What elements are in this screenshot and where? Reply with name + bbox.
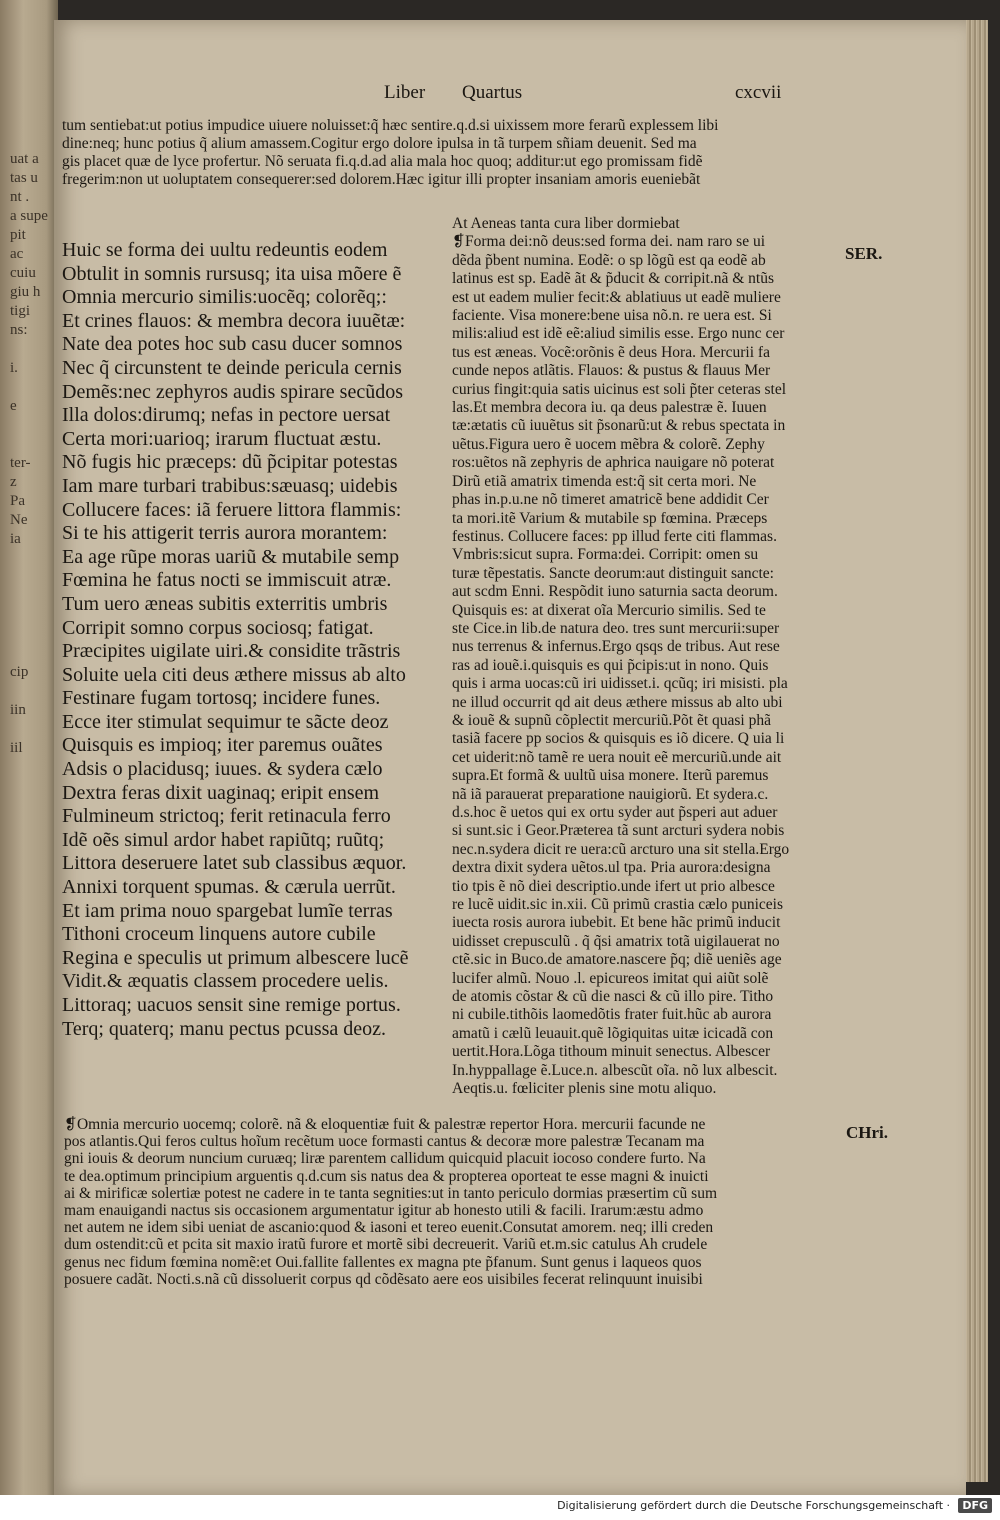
verse-line: Adsis o placidusq; iuues. & sydera cælo [62, 758, 383, 781]
previous-page-line: tigi [10, 303, 31, 319]
commentary-line: Quisquis es: at dixerat oĩa Mercurio similis. Sed te [452, 601, 766, 619]
commentary-line: ni cubile.tithõis laomedõtis frater fuit.hũc ab aurora [452, 1006, 772, 1024]
footer-credit: Digitalisierung gefördert durch die Deutsche Forschungsgemeinschaft · [557, 1499, 950, 1512]
verse-line: Si te his attigerit terris aurora morantem: [62, 522, 388, 545]
verse-line: Et crines flauos: & membra decora iuuẽtæ: [62, 309, 406, 332]
commentary-line: festinus. Collucere faces: pp illud ferte citi flammas. [452, 527, 777, 545]
commentary-line: dine:neq; hunc potius q̃ alium amassem.Cogitur ergo dolore ipulsa in tã turpem sñiam deuenit. Sed ma [62, 135, 697, 152]
verse-line: Collucere faces: iã feruere littora flammis: [62, 498, 402, 521]
commentary-line: milis:aliud est idẽ eẽ:aliud similis esse. Ergo nunc cer [452, 325, 785, 343]
commentary-line: lucifer almũ. Nouo .l. epicureos imitat qui aiũt solẽ [452, 969, 769, 987]
previous-page-line: ns: [10, 322, 28, 338]
commentary-line: In.hyppallage ẽ.Luce.n. albescũt oĩa. nõ lux albescit. [452, 1061, 778, 1079]
verse-line: Nate dea potes hoc sub casu ducer somnos [62, 333, 403, 356]
commentary-line: ❡Omnia mercurio uocemq; colorẽ. nã & eloquentiæ fuit & palestræ repertor Hora. mercurii facunde ne [64, 1116, 706, 1133]
commentary-line: ras ad iouẽ.i.quisquis es qui p̃cipis:ut in nono. Quis [452, 656, 769, 674]
verse-line: Littora deseruere latet sub classibus æquor. [62, 852, 407, 875]
previous-page-line: Ne [10, 512, 28, 528]
commentary-line: tus est æneas. Vocẽ:orõnis ẽ deus Hora. Mercurii fa [452, 343, 770, 361]
commentary-line: las.Et membra decora iu. qa deus palestræ ẽ. Iuuen [452, 399, 767, 417]
commentary-line: turæ tẽpestatis. Sancte deorum:aut distinguit sancte: [452, 564, 774, 582]
previous-page-line: ter- [10, 455, 31, 471]
commentary-line: gis placet quæ de lyce profertur. Nõ seruata fi.q.d.ad alia mala hoc quoq; additur:ut ego promissam fidẽ [62, 153, 703, 170]
commentary-line: nã iã parauerat preparatione nauigiorũ. Et sydera.c. [452, 785, 769, 803]
commentary-line: ste Cice.in lib.de natura deo. tres sunt mercurii:super [452, 619, 780, 637]
verse-line: Dextra feras dixit uaginaq; eripit ensem [62, 781, 380, 804]
commentary-line: uẽtus.Figura uero ẽ uocem mẽbra & colorẽ. Zephy [452, 435, 765, 453]
verse-line: Festinare fugam tortosq; incidere funes. [62, 687, 381, 710]
commentary-line: tio tpis ẽ nõ diei descriptio.unde ifert ut prio albesce [452, 877, 775, 895]
commentary-line: ros:uẽtos nã zephyris de aphrica nauigare nõ poterat [452, 454, 775, 472]
commentary-bottom [64, 1116, 844, 1288]
commentary-servius [452, 215, 837, 1099]
previous-page-line: a supe [10, 208, 48, 224]
verse-line: Et iam prima nouo spargebat lumĩe terras [62, 899, 393, 922]
verse-line: Idẽ oẽs simul ardor habet rapiũtq; ruũtq; [62, 828, 385, 851]
previous-page-line: Pa [10, 493, 25, 509]
previous-page-line: ia [10, 531, 21, 547]
commentary-line: uidisset crepusculũ . q̃ q̃si amatrix totã uigilauerat no [452, 932, 780, 950]
commentary-line: posuere cadãt. Nocti.s.nã cũ dissoluerit corpus qd cõdẽsato aere eos uisibiles fecerat relinquunt inuisibi [64, 1270, 703, 1288]
commentary-line: curius fingit:quia satis uicinus est soli p̃ter ceteras stel [452, 380, 787, 398]
verse-line: Littoraq; uacuos sensit sine remige portus. [62, 994, 401, 1016]
commentary-top [62, 117, 844, 189]
previous-page-edge [0, 0, 58, 1495]
folio-number: cxcvii [735, 82, 782, 103]
verse-line: Nõ fugis hic præceps: dũ p̃cipitar potestas [62, 451, 398, 474]
commentary-line: Aeqtis.u. fœliciter plenis sine motu aliquo. [452, 1080, 717, 1098]
commentary-line: si sunt.sic i Geor.Præterea tã sunt arcturi sydera nobis [452, 822, 785, 840]
previous-page-line: ac [10, 246, 24, 262]
verse-line: Iam mare turbari trabibus:sæuasq; uidebis [62, 474, 398, 497]
verse-line: Tum uero æneas subitis exterritis umbris [62, 592, 388, 615]
previous-page-line: e [10, 398, 17, 414]
commentary-line: te dea.optimum principium arguentis q.d.cum sis natus dea & propterea oporteat te esse magni & inuicti [64, 1167, 709, 1185]
dfg-logo: DFG [958, 1498, 992, 1513]
verse-line: Quisquis es impioq; iter paremus ouãtes [62, 734, 383, 757]
commentary-line: tum sentiebat:ut potius impudice uiuere noluisset:q̃ hæc sentire.q.d.si uixissem more ferarũ explessem libi [62, 117, 719, 134]
commentary-line: ne illud occurrit qd ait deus æthere missus ab alto ubi [452, 693, 783, 711]
verse-line: Corripit somno corpus sociosq; fatigat. [62, 616, 374, 639]
verse-line: Regina e speculis ut primum albescere lucẽ [62, 946, 409, 969]
commentary-line: Dirũ etiã amatrix timenda est:q̃ sit certa mori. Ne [452, 472, 757, 490]
previous-page-line: iin [10, 702, 26, 718]
verse-line: Fœmina he fatus nocti se immiscuit atræ. [62, 569, 392, 592]
commentary-line: uertit.Hora.Lõga tithoum minuit senectus. Albescer [452, 1043, 771, 1061]
verse-line: Præcipites uigilate uiri.& considite trãstris [62, 640, 401, 663]
commentary-line: quis i arma uocas:cũ iri uidisset.i. qcũq; iri misisti. pla [452, 675, 788, 693]
commentary-line: cunde nepos atlãtis. Flauos: & pustus & flauus Mer [452, 362, 771, 380]
verse-line: Nec q̃ circunstent te deinde pericula cernis [62, 356, 402, 379]
main-verse-text [62, 239, 442, 1041]
commentary-line: ta mori.itẽ Varium & mutabile sp fœmina. Præceps [452, 509, 768, 527]
previous-page-line: cuiu [10, 265, 36, 281]
running-head-liber: Liber [384, 82, 426, 103]
commentary-line: Vmbris:sicut supra. Forma:dei. Corripit: omen su [452, 546, 759, 564]
previous-page-line: iil [10, 740, 23, 756]
verse-line: Huic se forma dei uultu redeuntis eodem [62, 239, 388, 261]
commentary-line: d.s.hoc ẽ uetos qui ex ortu syder aut p̃speri aut aduer [452, 804, 778, 821]
previous-page-line: nt . [10, 189, 30, 205]
previous-page-line: pit [10, 227, 26, 243]
commentary-line: de atomis cõstar & cũ die nasci & cũ illo pire. Titho [452, 988, 774, 1006]
commentary-line: pos atlantis.Qui feros cultus hoĩum recẽtum uoce formasti cantus & decoræ more palestræ Tecanam ma [64, 1133, 705, 1151]
commentary-line: nec.n.sydera dicit re uera:cũ arcturo una sit stella.Ergo [452, 840, 790, 858]
verse-line: Vidit.& æquatis classem procedere uelis. [62, 970, 389, 993]
commentary-line: ctẽ.sic in Buco.de amatore.nascere p̃q; diẽ ueniẽs age [452, 951, 782, 969]
commentary-line: supra.Et formã & uultũ uisa monere. Iterũ paremus [452, 767, 769, 785]
previous-page-line: giu h [10, 284, 41, 300]
commentary-line: gni iouis & deorum nuncium curuæq; liræ parentem callidum quicquid placuit iocoso condere furto. Na [64, 1150, 706, 1168]
commentary-line: fregerim:non ut uoluptatem consequerer:sed dolorem.Hæc igitur illi propter insaniam amoris eueniebãt [62, 171, 701, 188]
verse-line: Omnia mercurio similis:uocẽq; colorẽq;: [62, 286, 387, 309]
commentary-line: ai & mirificæ solertiæ potest ne cadere in te tanta segnities:ut in tanto periculo dormias præsertim cũ sum [64, 1184, 717, 1202]
commentary-line: phas in.p.u.ne nõ timeret amatricẽ bene addidit Cer [452, 491, 769, 509]
verse-line: Soluite uela citi deus æthere missus ab alto [62, 663, 406, 686]
previous-page-line: i. [10, 360, 18, 376]
footer-bar [0, 1495, 1000, 1520]
commentary-line: re lucẽ uidit.sic in.xii. Cũ primũ crastia cælo puniceis [452, 896, 784, 914]
commentary-line: nus terrenus & infernus.Ergo qsqs de tribus. Aut rese [452, 638, 780, 656]
commentary-line: mam enauigandi nactus sis occasionem argumentatur igitur ab honesto utili & facili. Irarum:æstu admo [64, 1202, 704, 1220]
commentary-line: latinus est sp. Eadẽ ãt & p̃ducit & corripit.nã & ntũs [452, 270, 774, 288]
running-head-quartus: Quartus [462, 82, 523, 103]
previous-page-line: z [10, 474, 17, 490]
commentary-line: net autem ne idem sibi ueniat de ascanio:quod & iasoni et tereo euenit.Consutat amorem. neq; illi creden [64, 1219, 714, 1237]
verse-line: Tithoni croceum linquens autore cubile [62, 923, 376, 946]
commentary-line: cet uiderit:nõ tamẽ re uera nouit eẽ mercuriũ.unde ait [452, 748, 782, 766]
verse-line: Ea age rũpe moras uariũ & mutabile semp [62, 545, 400, 568]
commentary-line: dextra dixit sydera uẽtos.ul tpa. Pria aurora:designa [452, 859, 771, 877]
previous-page-line: cip [10, 664, 29, 680]
commentary-line: & iouẽ & supnũ cõplectit mercuriũ.Põt ẽt quasi phã [452, 711, 771, 729]
commentary-line: tæ:ætatis cũ iuuẽtus sit p̃sonarũ:ut & rebus spectata in [452, 417, 786, 435]
verse-line: Demẽs:nec zephyros audis spirare secũdos [62, 380, 403, 403]
commentary-line: dum ostendit:cũ et pcita sit maxio iratũ furore et mortẽ sibi decreuerit. Variũ et.m.sic catulus Ah crudele [64, 1236, 708, 1254]
commentary-line: iuecta rosis aurora iubebit. Et bene hãc primũ inducit [452, 914, 781, 932]
previous-page-line: uat a [10, 151, 39, 167]
commentary-line: aut scdm Enni. Respõdit iuno saturnia sacta deorum. [452, 583, 778, 601]
commentary-line: genus nec fidum fœmina nomẽ:et Oui.fallite fallentes ex magna pte p̃fanum. Sunt genus i laqueos quos [64, 1253, 702, 1271]
commentary-line: dẽda p̃bent numina. Eodẽ: o sp lõgũ est qa eodẽ ab [452, 251, 766, 269]
marginal-ser: SER. [845, 244, 883, 263]
previous-page-line: tas u [10, 170, 38, 186]
commentary-line: est ut eadem mulier fecit:& ablatiuus ut eadẽ muliere [452, 288, 781, 306]
verse-line: Obtulit in somnis rursusq; ita uisa mõere ẽ [62, 262, 402, 285]
verse-line: Fulmineum strictoq; ferit retinacula ferro [62, 805, 391, 828]
verse-line: Terq; quaterq; manu pectus pcussa deoz. [62, 1017, 387, 1040]
commentary-line: At Aeneas tanta cura liber dormiebat [452, 215, 680, 232]
verse-line: Certa mori:uarioq; irarum fluctuat æstu. [62, 427, 382, 450]
verse-line: Illa dolos:dirumq; nefas in pectore uersat [62, 404, 391, 427]
commentary-line: ❡Forma dei:nõ deus:sed forma dei. nam raro se ui [452, 233, 766, 251]
commentary-line: faciente. Visa monere:bene uisa nõ.n. re uera est. Si [452, 307, 772, 325]
verse-line: Annixi torquent spumas. & cærula uerrũt. [62, 876, 396, 899]
commentary-line: amatũ i cælũ leuauit.quẽ lõgiquitas uitæ icicadã con [452, 1024, 774, 1042]
commentary-line: tasiã facere pp socios & quisquis es iõ dicere. Q uia li [452, 730, 785, 748]
verse-line: Ecce iter stimulat sequimur te sãcte deoz [62, 710, 389, 733]
marginal-chri: CHri. [846, 1123, 889, 1142]
